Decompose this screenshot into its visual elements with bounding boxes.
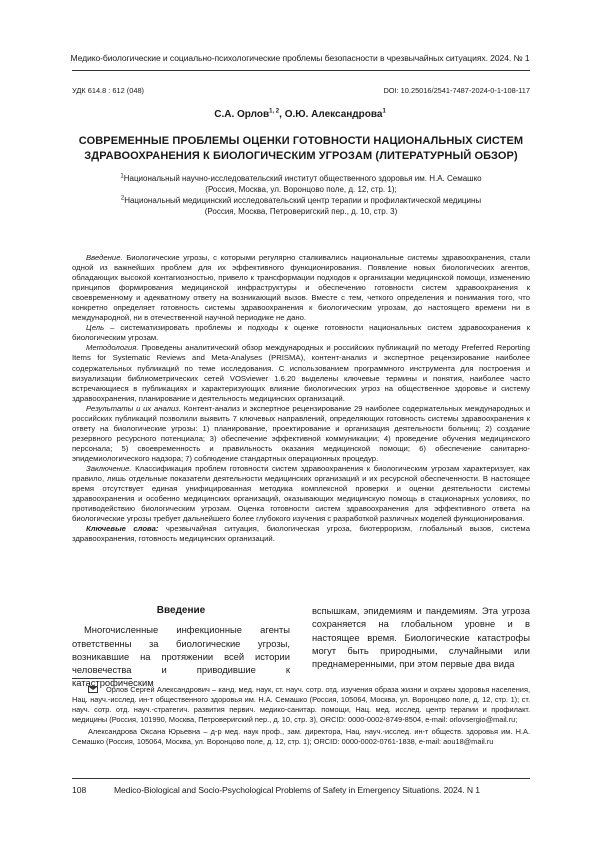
abstract-section-text: – систематизировать проблемы и подходы к оценке готовности национальных систем здравоохранения к биологическим угрозам.	[72, 323, 530, 343]
footnote-text: Орлов Сергей Александрович – канд. мед. наук, ст. науч. сотр. отд. изучения образа жизни и охраны здоровья населения, Нац. науч.-исслед. ин-т общественного здоровья им. Н.А. Семашко (Россия, 105064, Москва, ул. Воронцово поле, д. 12, стр. 1); ст. науч. сотр. отд. науч.-стратегич. развития первич. медико-санитар. помощи, Нац. мед. исслед. центр терапии и профилакт. медицины (Россия, 101990, Москва, Петроверигский пер., д. 10, стр. 3), ORCID: 0000-0002-8749-8504, e-mail: orlovsergio@mail.ru;	[72, 685, 530, 725]
author-footnotes	[72, 685, 530, 748]
envelope-icon	[88, 686, 98, 693]
body-paragraph: вспышкам, эпидемиям и пандемиям. Эта угроза сохраняется на глобальном уровне и в настоящее время. Биологические катастрофы могут быть природными, случайными или преднамеренными, при этом первые два вида	[312, 605, 530, 670]
header-rule	[72, 70, 530, 71]
author-separator: ,	[279, 109, 285, 120]
author-name: О.Ю. Александрова	[284, 109, 383, 120]
body-column-left	[72, 604, 290, 690]
author-affiliation-marker: 1	[382, 108, 386, 115]
abstract-keywords	[72, 524, 530, 544]
affiliation-name: Национальный медицинский исследовательский центр терапии и профилактической медицины	[124, 196, 482, 205]
body-column-right	[312, 604, 530, 670]
article-title	[72, 134, 530, 164]
abstract-conclusion	[72, 464, 530, 524]
abstract	[72, 253, 530, 544]
affiliation-address: (Россия, Москва, Петроверигский пер., д. 10, стр. 3)	[204, 206, 398, 216]
affiliation-marker: 2	[120, 195, 125, 202]
affiliation-marker: 1	[120, 173, 124, 180]
abstract-section-text: Классификация проблем готовности систем здравоохранения к биологическим угрозам характеризует, как правило, лишь отдельные показатели деятельности медицинских организаций и их ресурсной обеспеченности. В настоящее время отсутствует единая унифицированная методика комплексной проверки и оценки деятельности системы здравоохранения и особенно медицинских организаций, оказывающих медицинскую помощь в стационарных условиях, по противодействию биологическим угрозам. Оценка готовности систем здравоохранения для эффективного ответа на биологические угрозы требует дальнейшего более глубокого изучения с разработкой различных моделей функционирования.	[72, 463, 530, 524]
abstract-results	[72, 404, 530, 464]
abstract-section-text: Биологические угрозы, с которыми регулярно сталкивались национальные системы здравоохранения, стали одной из важнейших проблем для их эффективного функционирования. Появление новых биологических агентов, обладающих высокой контагиозностью, привело к трансформации подходов к организации медицинской помощи, изменению принципов формирования медицинской инфраструктуры и обеспечению готовности систем здравоохранения к своевременному и адекватному ответу на возникающий вызов. Вместе с тем, четкого определения и понимания того, что конкретно определяет готовность системы здравоохранения к биологическим угрозам, до настоящего времени ни в международной, ни в отечественной научной периодике не дано.	[72, 253, 530, 323]
author-affiliation-marker: 1, 2	[269, 108, 280, 115]
keywords-text: чрезвычайная ситуация, биологическая угроза, биотерроризм, глобальный вызов, система здравоохранения, готовность медицинских организаций.	[72, 524, 530, 544]
title-line: ЗДРАВООХРАНЕНИЯ К БИОЛОГИЧЕСКИМ УГРОЗАМ (ЛИТЕРАТУРНЫЙ ОБЗОР)	[84, 150, 518, 162]
affiliation-name: Национальный научно-исследовательский институт общественного здоровья им. Н.А. Семашко	[123, 174, 482, 183]
abstract-aim	[72, 323, 530, 343]
body-paragraph: Многочисленные инфекционные агенты ответственны за биологические угрозы, возникавшие на протяжении всей истории человечества и приводившие к катастрофическим	[72, 624, 290, 689]
affiliation-address: (Россия, Москва, ул. Воронцово поле, д. 12, стр. 1);	[205, 184, 397, 194]
affiliation	[72, 196, 530, 217]
section-heading: Введение	[156, 605, 206, 616]
abstract-section-text: Контент-анализ и экспертное рецензирование 29 наиболее содержательных международных и российских публикаций позволили выявить 7 ключевых направлений, определяющих готовность системы здравоохранения к ответу на биологические угрозы: 1) планирование, проектирование и организация деятельности больниц; 2) создание резервного ресурсного потенциала; 3) обеспечение эффективной коммуникации; 4) проведение обучения медицинского персонала; 5) своевременность и правильность оказания медицинской помощи; 6) обеспечение санитарно-эпидемиологического надзора; 7) соблюдение стандартных операционных процедур.	[72, 403, 530, 463]
article-meta	[72, 86, 530, 95]
abstract-section-text: Проведены аналитический обзор международных и российских публикаций по методу Preferred Reporting Items for Systematic Reviews and Meta-Analyses (PRISMA), контент-анализ и экспертное рецензирование наиболее содержательных публикаций по теме исследования. С использованием программного инструмента для построения и визуализации библиометрических сетей VOSviewer 1.6.20 выделены ключевые термины и понятия, наиболее часто встречающиеся в публикациях и характеризующих влияние биологических угроз на общественное здоровье и систему здравоохранения, планирование и деятельность медицинских организаций.	[72, 343, 530, 403]
footer-rule	[72, 778, 530, 779]
title-line: СОВРЕМЕННЫЕ ПРОБЛЕМЫ ОЦЕНКИ ГОТОВНОСТИ НАЦИОНАЛЬНЫХ СИСТЕМ	[78, 135, 524, 147]
abstract-section-label: Цель	[86, 323, 105, 333]
abstract-methods	[72, 343, 530, 403]
abstract-section-label: Результаты и их анализ.	[86, 403, 181, 413]
journal-title-en: Medico-Biological and Socio-Psychological Problems of Safety in Emergency Situations. 2024. N 1	[114, 785, 480, 795]
footnote-author-1	[72, 685, 530, 725]
udc-code: УДК 614.8 : 612 (048)	[72, 86, 145, 95]
page-number: 108	[72, 785, 87, 795]
running-head: Медико-биологические и социально-психологические проблемы безопасности в чрезвычайных ситуациях. 2024. № 1	[70, 53, 530, 63]
abstract-introduction	[72, 253, 530, 323]
footnote-rule	[72, 678, 132, 679]
footnote-author-2: Александрова Оксана Юрьевна – д-р мед. наук проф., зам. директора, Нац. науч.-исслед. ин-т обществ. здоровья им. Н.А. Семашко (Россия, 105064, Москва, ул. Воронцово поле, д. 12, стр. 1); ORCID: 0000-0002-0761-1838, e-mail: aou18@mail.ru	[72, 727, 530, 747]
author-name: С.А. Орлов	[214, 109, 270, 120]
abstract-section-label: Методология.	[86, 343, 139, 353]
affiliation	[72, 174, 530, 195]
author-list	[0, 109, 600, 120]
doi[interactable]: DOI: 10.25016/2541-7487-2024-0-1-108-117	[383, 86, 530, 95]
keywords-label: Ключевые слова:	[86, 524, 159, 534]
abstract-section-label: Введение.	[86, 253, 123, 262]
abstract-section-label: Заключение.	[86, 463, 132, 473]
